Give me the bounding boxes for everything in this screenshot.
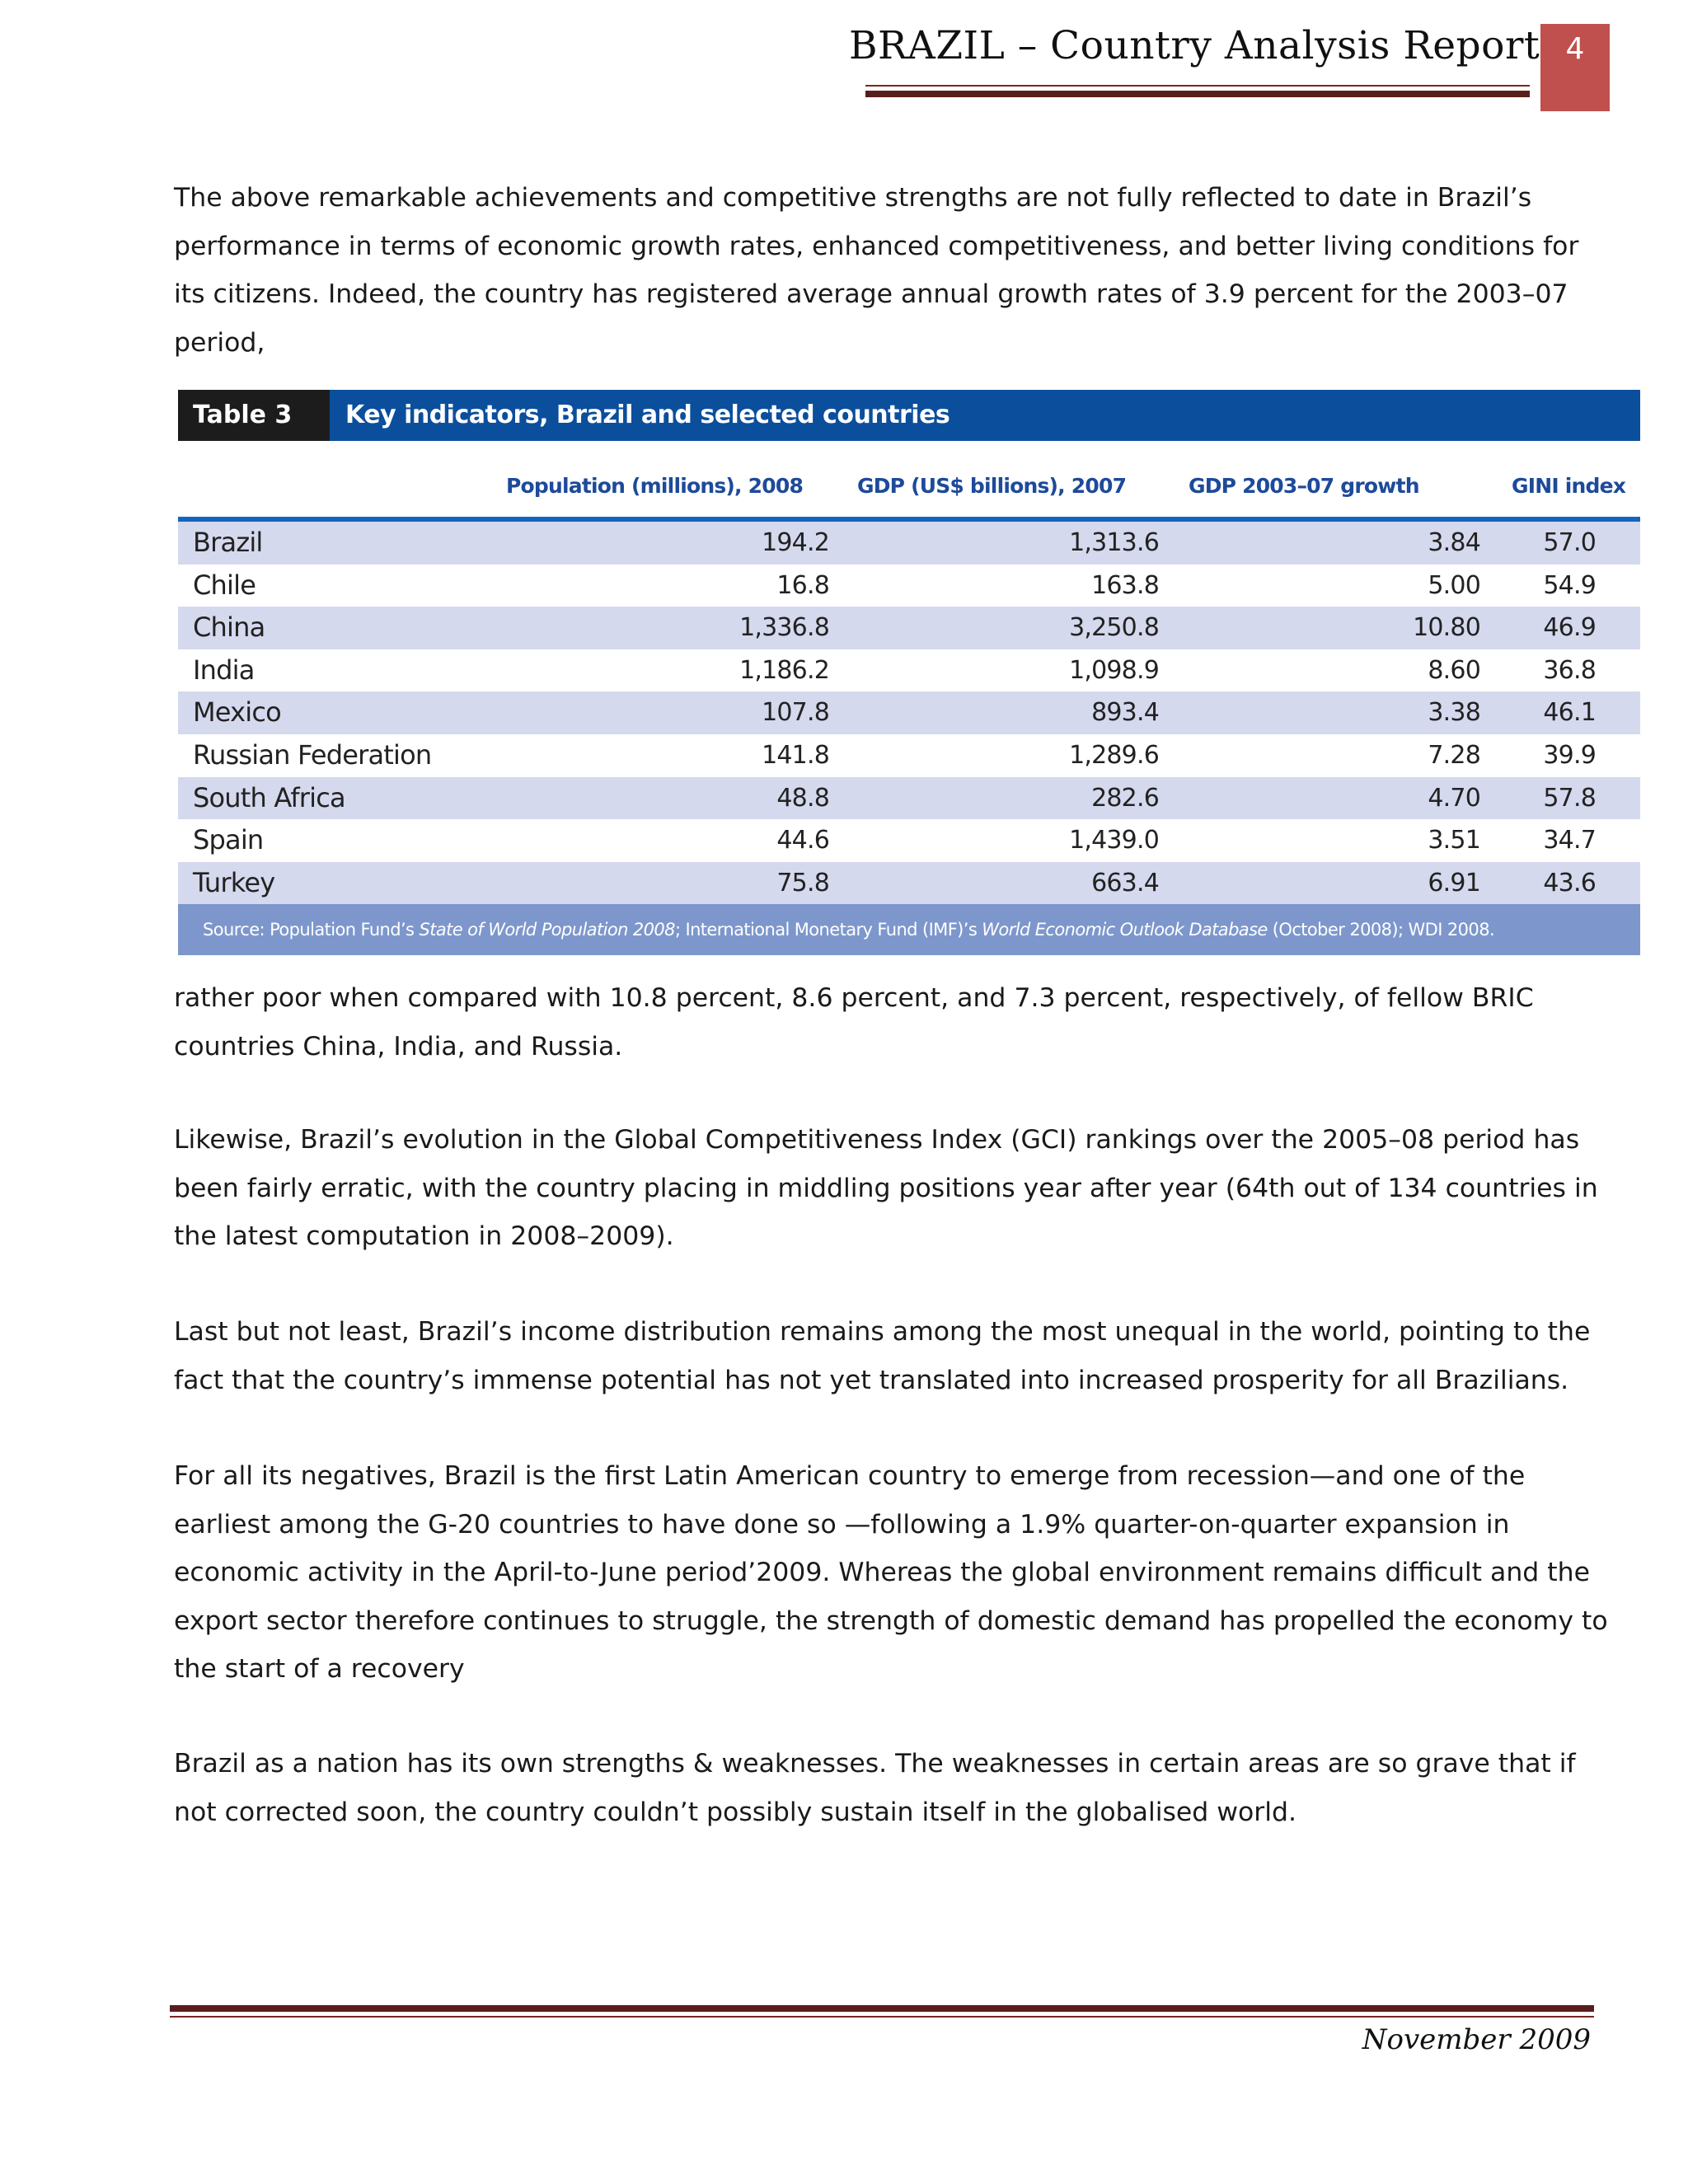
growth-cell: 6.91 <box>1428 868 1480 898</box>
footer-date: November 2009 <box>1362 2023 1591 2056</box>
column-header-gdp: GDP (US$ billions), 2007 <box>857 474 1127 498</box>
gdp-cell: 1,098.9 <box>1069 655 1159 685</box>
source-prefix: Source: Population Fund’s <box>203 920 420 940</box>
gdp-cell: 3,250.8 <box>1069 613 1159 643</box>
paragraph-recession-recovery: For all its negatives, Brazil is the first Latin American country to emerge from recession—and one of the earliest among the G-20 countries to have done so —following a 1.9% quarter-on-quarter expansion in economic activity in the April-to-June period’2009. Whereas the global environment remains difficult and the export sector therefore continues to struggle, the strength of domestic demand has propelled the economy to the start of a recovery <box>174 1461 1608 1684</box>
growth-cell: 3.84 <box>1428 528 1480 557</box>
gini-cell: 39.9 <box>1543 740 1596 770</box>
paragraph-income-distribution: Last but not least, Brazil’s income distribution remains among the most unequal in the world, pointing to the fact that the country’s immense potential has not yet translated into increased prosperity for all Brazilians. <box>174 1317 1591 1395</box>
country-cell: China <box>193 612 265 644</box>
table-body <box>178 522 1640 904</box>
growth-cell: 4.70 <box>1428 783 1480 813</box>
page-number-badge <box>1540 24 1610 111</box>
source-middle: ; International Monetary Fund (IMF)’s <box>674 920 982 940</box>
country-cell: India <box>193 654 255 686</box>
table-row <box>178 734 1640 777</box>
gdp-cell: 163.8 <box>1091 570 1159 600</box>
gini-cell: 57.8 <box>1543 783 1596 813</box>
growth-cell: 8.60 <box>1428 655 1480 685</box>
header-rule-thin <box>865 85 1530 87</box>
gdp-cell: 1,289.6 <box>1069 740 1159 770</box>
paragraph-bric-comparison: rather poor when compared with 10.8 percent, 8.6 percent, and 7.3 percent, respectively, of fellow BRIC countries China, India, and Russia. <box>174 983 1534 1062</box>
population-cell: 1,336.8 <box>739 613 829 643</box>
table-row <box>178 777 1640 820</box>
population-cell: 1,186.2 <box>739 655 829 685</box>
gini-cell: 57.0 <box>1543 528 1596 557</box>
country-cell: Spain <box>193 824 264 856</box>
page-number: 4 <box>1565 32 1585 66</box>
footer-rule-thick <box>170 2005 1594 2012</box>
gini-cell: 46.1 <box>1543 698 1596 728</box>
table-header-bar <box>178 390 1640 441</box>
table-row <box>178 607 1640 649</box>
table-number: Table 3 <box>178 390 330 441</box>
source-suffix: (October 2008); WDI 2008. <box>1267 920 1495 940</box>
paragraph-strengths-weaknesses: Brazil as a nation has its own strengths & weaknesses. The weaknesses in certain areas are so grave that if not corrected soon, the country couldn’t possibly sustain itself in the globalised world. <box>174 1749 1576 1827</box>
table-row <box>178 691 1640 734</box>
paragraph-growth-intro: The above remarkable achievements and competitive strengths are not fully reflected to date in Brazil’s performance in terms of economic growth rates, enhanced competitiveness, and better living conditions for its citizens. Indeed, the country has registered average annual growth rates of 3.9 percent for the 2003–07 period, <box>174 183 1579 358</box>
source-italic-publication: State of World Population 2008 <box>419 920 675 940</box>
population-cell: 107.8 <box>762 698 829 728</box>
growth-cell: 3.51 <box>1428 826 1480 855</box>
table-title: Key indicators, Brazil and selected countries <box>345 401 950 429</box>
table-source-note <box>178 904 1640 955</box>
column-header-population: Population (millions), 2008 <box>506 474 804 498</box>
gdp-cell: 282.6 <box>1091 783 1159 813</box>
gini-cell: 36.8 <box>1543 655 1596 685</box>
population-cell: 48.8 <box>776 783 829 813</box>
growth-cell: 7.28 <box>1428 740 1480 770</box>
country-cell: Chile <box>193 569 256 601</box>
growth-cell: 3.38 <box>1428 698 1480 728</box>
source-italic-database: World Economic Outlook Database <box>982 920 1268 940</box>
table-row <box>178 862 1640 905</box>
table-row <box>178 649 1640 692</box>
country-cell: South Africa <box>193 781 345 813</box>
gini-cell: 46.9 <box>1543 613 1596 643</box>
gini-cell: 43.6 <box>1543 868 1596 898</box>
paragraph-gci-rankings: Likewise, Brazil’s evolution in the Global Competitiveness Index (GCI) rankings over the 2005–08 period has been fairly erratic, with the country placing in middling positions year after year (64th out of 134 countries in the latest computation in 2008–2009). <box>174 1125 1598 1251</box>
population-cell: 44.6 <box>776 826 829 855</box>
column-header-growth: GDP 2003–07 growth <box>1189 474 1419 498</box>
gdp-cell: 893.4 <box>1091 698 1159 728</box>
growth-cell: 5.00 <box>1428 570 1480 600</box>
header-rule-thick <box>865 91 1530 97</box>
footer-rule-thin <box>170 2016 1594 2018</box>
gdp-cell: 1,439.0 <box>1069 826 1159 855</box>
country-cell: Mexico <box>193 696 281 729</box>
table-row <box>178 819 1640 862</box>
key-indicators-table <box>178 390 1640 964</box>
population-cell: 75.8 <box>776 868 829 898</box>
country-cell: Russian Federation <box>193 738 432 771</box>
population-cell: 194.2 <box>762 528 829 557</box>
gdp-cell: 1,313.6 <box>1069 528 1159 557</box>
column-header-gini: GINI index <box>1512 474 1626 498</box>
country-cell: Brazil <box>193 527 263 558</box>
country-cell: Turkey <box>193 866 275 898</box>
population-cell: 16.8 <box>776 570 829 600</box>
table-row <box>178 565 1640 607</box>
population-cell: 141.8 <box>762 740 829 770</box>
gini-cell: 34.7 <box>1543 826 1596 855</box>
report-title: BRAZIL – Country Analysis Report <box>849 23 1540 68</box>
gini-cell: 54.9 <box>1543 570 1596 600</box>
growth-cell: 10.80 <box>1413 613 1480 643</box>
gdp-cell: 663.4 <box>1091 868 1159 898</box>
table-row <box>178 522 1640 565</box>
